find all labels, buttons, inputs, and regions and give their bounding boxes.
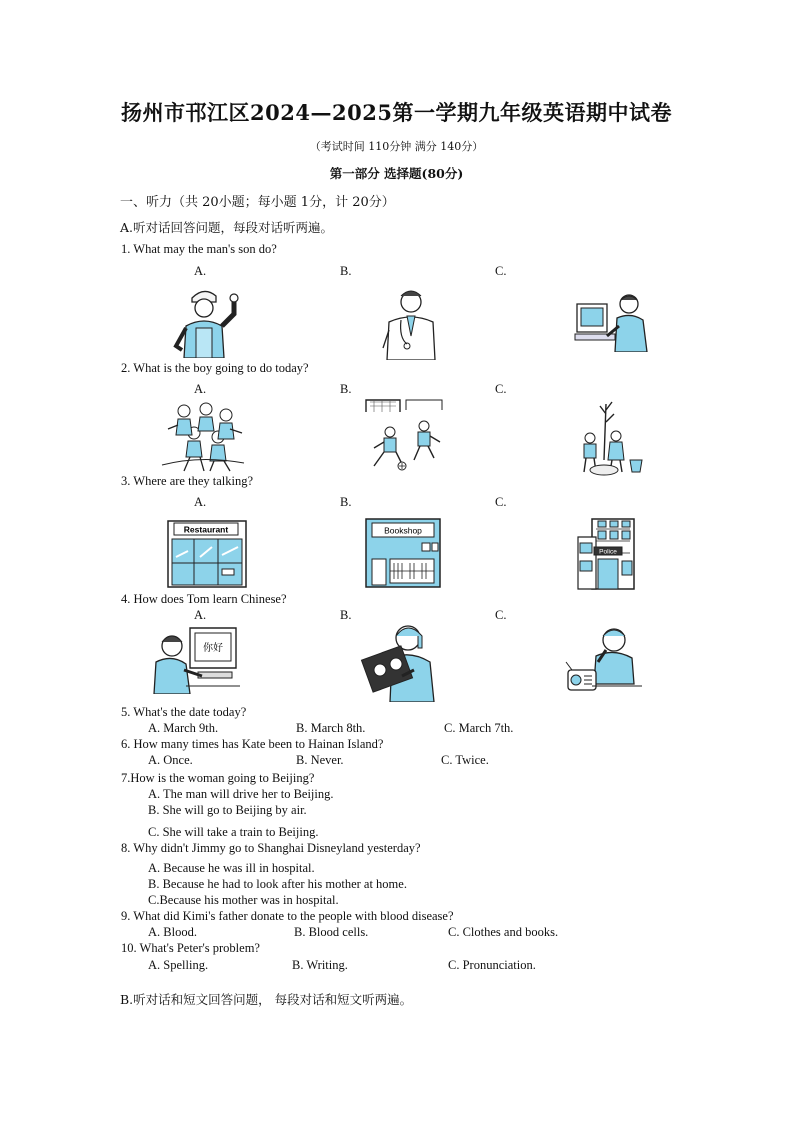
question-6: 6. How many times has Kate been to Hainan Island? <box>121 737 384 751</box>
page-title: 扬州市邗江区2024—2025第一学期九年级英语期中试卷 <box>121 100 672 125</box>
playing-football-picture <box>362 398 446 478</box>
planting-tree-picture <box>574 398 646 478</box>
q10-option-c: C. Pronunciation. <box>448 958 536 972</box>
q3-option-a-label: A. <box>194 495 207 509</box>
q5-option-c: C. March 7th. <box>444 721 514 735</box>
children-dancing-picture <box>160 399 246 473</box>
section-heading: 一、听力（共 20小题；每小题 1分，计 20分） <box>120 195 395 210</box>
police-station-picture <box>576 517 642 591</box>
q6-option-b: B. Never. <box>296 753 344 767</box>
computer-user-picture <box>573 290 655 352</box>
q8-option-b: B. Because he had to look after his mother at home. <box>148 877 407 891</box>
screen-text: 你好 <box>203 643 223 654</box>
q6-option-a: A. Once. <box>148 753 193 767</box>
q6-option-c: C. Twice. <box>441 753 489 767</box>
q2-option-a-label: A. <box>194 382 207 396</box>
q1-option-b-label: B. <box>340 264 352 278</box>
q9-option-a: A. Blood. <box>148 925 197 939</box>
exam-info: （考试时间 110分钟 满分 140分） <box>309 140 484 153</box>
listening-to-radio-picture <box>562 622 644 696</box>
question-3: 3. Where are they talking? <box>121 474 254 488</box>
q3-option-b-label: B. <box>340 495 352 509</box>
listening-to-tapes-picture <box>360 618 446 702</box>
question-5: 5. What's the date today? <box>121 705 247 719</box>
part-a-instruction: A.听对话回答问题，每段对话听两遍。 <box>120 220 334 235</box>
bookshop-picture <box>364 517 442 589</box>
question-7: 7.How is the woman going to Beijing? <box>121 771 315 785</box>
q10-option-a: A. Spelling. <box>148 958 209 972</box>
q5-option-b: B. March 8th. <box>296 721 366 735</box>
question-8: 8. Why didn't Jimmy go to Shanghai Disneyland yesterday? <box>121 841 421 855</box>
q8-option-a: A. Because he was ill in hospital. <box>148 861 315 875</box>
q9-option-b: B. Blood cells. <box>294 925 369 939</box>
bookshop-sign: Bookshop <box>384 525 422 536</box>
q4-option-b-label: B. <box>340 608 352 622</box>
learning-on-computer-picture <box>150 626 242 694</box>
q3-option-c-label: C. <box>495 495 507 509</box>
restaurant-picture <box>166 517 248 589</box>
q7-option-c: C. She will take a train to Beijing. <box>148 825 319 839</box>
q5-option-a: A. March 9th. <box>148 721 219 735</box>
q8-option-c: C.Because his mother was in hospital. <box>148 893 339 907</box>
q10-option-b: B. Writing. <box>292 958 348 972</box>
q7-option-b: B. She will go to Beijing by air. <box>148 803 307 817</box>
part-heading: 第一部分 选择题(80分) <box>329 166 464 181</box>
question-1: 1. What may the man's son do? <box>121 242 277 256</box>
question-4: 4. How does Tom learn Chinese? <box>121 592 287 606</box>
q4-option-c-label: C. <box>495 608 507 622</box>
doctor-picture <box>375 286 447 360</box>
question-9: 9. What did Kimi's father donate to the people with blood disease? <box>121 909 454 923</box>
q1-option-a-label: A. <box>194 264 207 278</box>
q2-option-c-label: C. <box>495 382 507 396</box>
worker-picture <box>168 286 250 358</box>
restaurant-sign: Restaurant <box>183 524 229 535</box>
q2-option-b-label: B. <box>340 382 352 396</box>
question-10: 10. What's Peter's problem? <box>121 941 260 955</box>
q9-option-c: C. Clothes and books. <box>448 925 559 939</box>
q7-option-a: A. The man will drive her to Beijing. <box>148 787 334 801</box>
police-sign: Police <box>599 548 617 556</box>
q4-option-a-label: A. <box>194 608 207 622</box>
question-2: 2. What is the boy going to do today? <box>121 361 309 375</box>
part-b-instruction: B.听对话和短文回答问题， 每段对话和短文听两遍。 <box>120 992 413 1007</box>
q1-option-c-label: C. <box>495 264 507 278</box>
